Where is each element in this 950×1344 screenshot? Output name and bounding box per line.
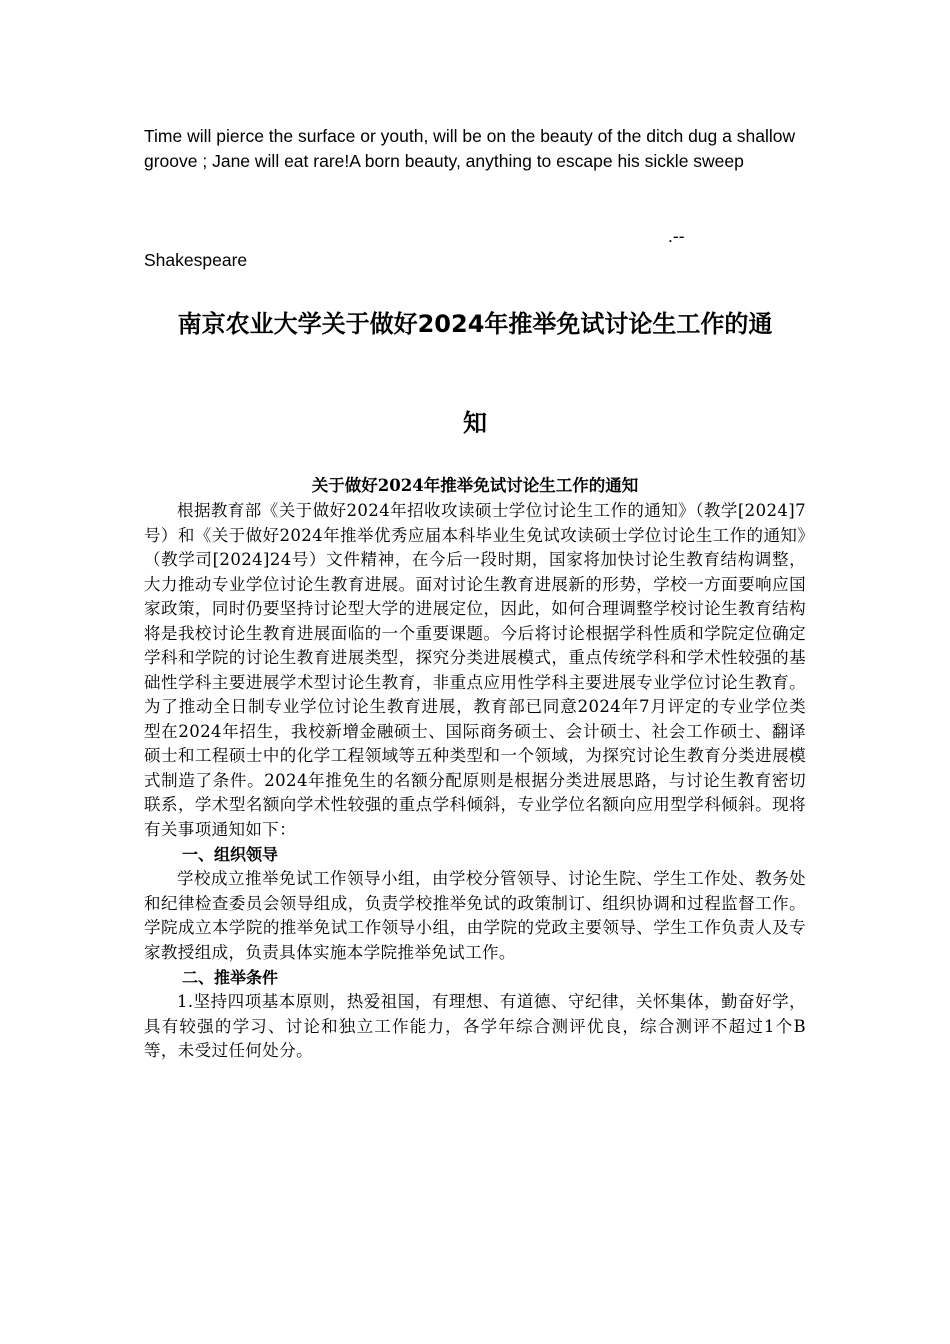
intro-paragraph: 根据教育部《关于做好2024年招收攻读硕士学位讨论生工作的通知》（教学[2024]7号）和《关于做好2024年推举优秀应届本科毕业生免试攻读硕士学位讨论生工作的通知》（教学司[2024]24号）文件精神，在今后一段时期，国家将加快讨论生教育结构调整，大力推动专业学位讨论生教育进展。面对讨论生教育进展新的形势，学校一方面要响应国家政策，同时仍要坚持讨论型大学的进展定位，因此，如何合理调整学校讨论生教育结构将是我校讨论生教育进展面临的一个重要课题。今后将讨论根据学科性质和学院定位确定学科和学院的讨论生教育进展类型，探究分类进展模式，重点传统学科和学术性较强的基础性学科主要进展学术型讨论生教育，非重点应用性学科主要进展专业学位讨论生教育。为了推动全日制专业学位讨论生教育进展，教育部已同意2024年7月评定的专业学位类型在2024年招生，我校新增金融硕士、国际商务硕士、会计硕士、社会工作硕士、翻译硕士和工程硕士中的化学工程领域等五种类型和一个领域，为探究讨论生教育分类进展模式制造了条件。2024年推免生的名额分配原则是根据分类进展思路，与讨论生教育密切联系，学术型名额向学术性较强的重点学科倾斜，专业学位名额向应用型学科倾斜。现将有关事项通知如下： — [144, 501, 806, 839]
document-title-line1: 南京农业大学关于做好2024年推举免试讨论生工作的通 — [177, 310, 773, 338]
epigraph-author: Shakespeare — [144, 250, 248, 270]
section1-paragraph: 学校成立推举免试工作领导小组，由学校分管领导、讨论生院、学生工作处、教务处和纪律检查委员会领导组成，负责学校推举免试的政策制订、组织协调和过程监督工作。学院成立本学院的推举免试工作领导小组，由学院的党政主要领导、学生工作负责人及专家教授组成，负责具体实施本学院推举免试工作。 — [144, 869, 806, 962]
section2-item1: 1.坚持四项基本原则，热爱祖国，有理想、有道德、守纪律，关怀集体，勤奋好学，具有较强的学习、讨论和独立工作能力，各学年综合测评优良，综合测评不超过1个B等，未受过任何处分。 — [144, 992, 806, 1060]
epigraph-quote: Time will pierce the surface or youth, will be on the beauty of the ditch dug a shallow groove ; Jane will eat rare!A born beauty, anything to escape his sickle sweep — [144, 126, 796, 171]
document-title-line2: 知 — [463, 409, 487, 437]
notice-body — [144, 499, 806, 1064]
notice-subtitle: 关于做好2024年推举免试讨论生工作的通知 — [311, 476, 639, 495]
section1-heading: 一、组织领导 — [182, 845, 279, 864]
section2-heading: 二、推举条件 — [182, 968, 279, 987]
epigraph-dash: .-- — [668, 226, 685, 246]
